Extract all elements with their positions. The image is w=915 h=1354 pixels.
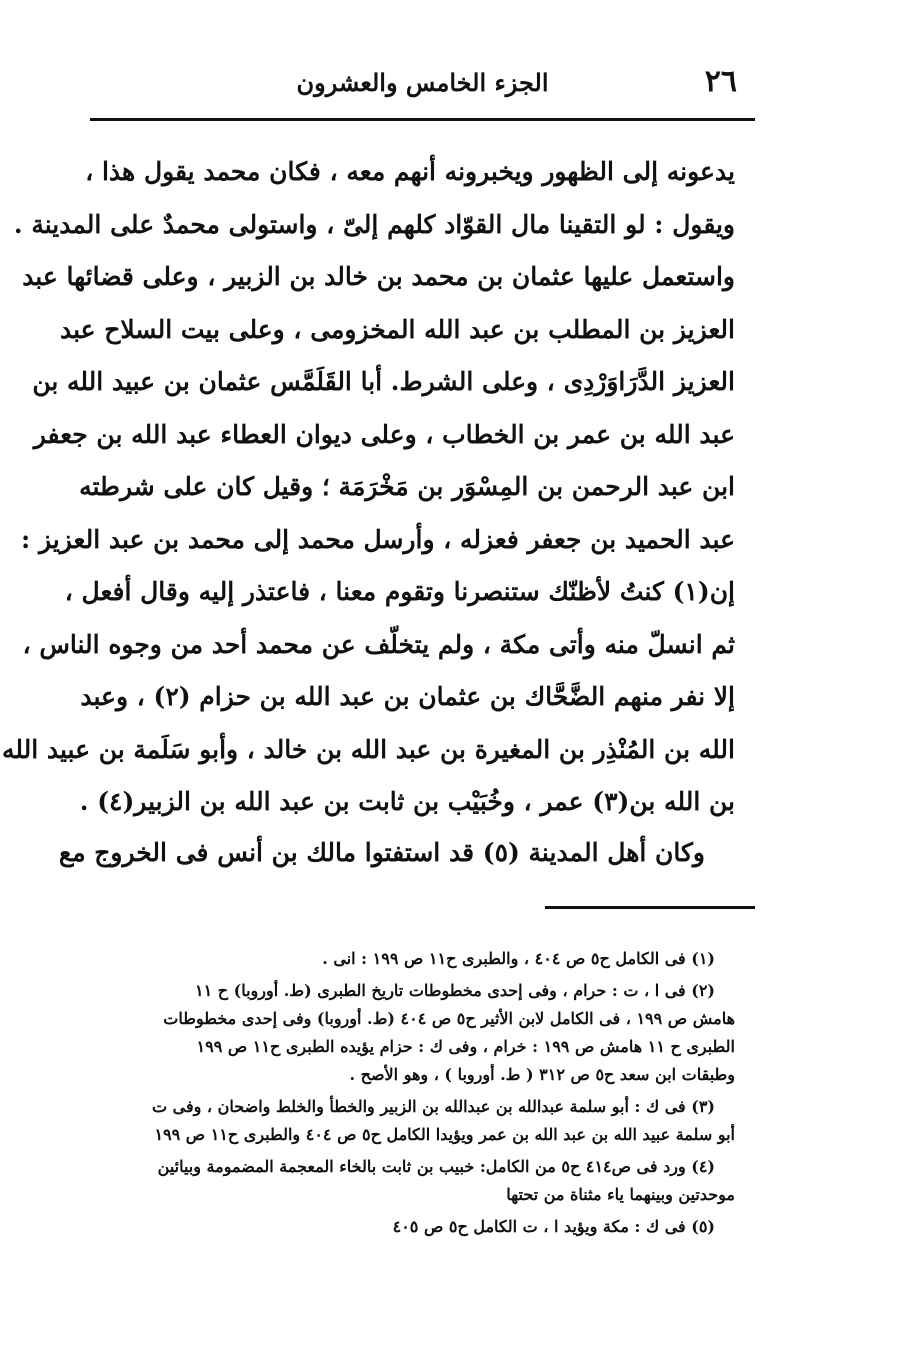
footnote-2 <box>90 977 735 1089</box>
footnote-line: الطبرى ح ١١ هامش ص ١٩٩ : خرام ، وفى ك : حزام يؤيده الطبرى ح١١ ص ١٩٩ <box>196 1037 735 1056</box>
page-header <box>90 60 755 110</box>
text-line: الله بن المُنْذِر بن المغيرة بن عبد الله بن خالد ، وأبو سَلَمة بن عبيد الله <box>1 734 735 764</box>
text-line: إلا نفر منهم الضَّحَّاك بن عثمان بن عبد الله بن حزام (٢) ، وعبد <box>80 682 735 711</box>
text-line: العزيز بن المطلب بن عبد الله المخزومى ، وعلى بيت السلاح عبد <box>59 314 735 344</box>
footnote-line: (٢) فى ا ، ت : حرام ، وفى إحدى مخطوطات تاريخ الطبرى (ط. أوروبا) ح ١١ <box>194 981 715 1000</box>
text-line: يدعونه إلى الظهور ويخبرونه أنهم معه ، فكان محمد يقول هذا ، <box>85 157 735 186</box>
footnote-5 <box>90 1213 735 1241</box>
text-line: بن الله بن(٣) عمر ، وخُبَيْب بن ثابت بن عبد الله بن الزبير(٤) . <box>79 787 735 816</box>
text-line: ويقول : لو التقينا مال القوّاد كلهم إلىّ ، واستولى محمدٌ على المدينة . <box>13 209 735 239</box>
text-line: عبد الحميد بن جعفر فعزله ، وأرسل محمد إلى محمد بن عبد العزيز : <box>21 524 735 554</box>
header-rule <box>90 118 755 121</box>
text-line: العزيز الدَّرَاوَرْدِى ، وعلى الشرط. أبا القَلَمَّس عثمان بن عبيد الله بن <box>32 367 735 396</box>
footnote-line: (٥) فى ك : مكة ويؤيد ا ، ت الكامل ح٥ ص ٤٠٥ <box>392 1217 715 1236</box>
footnote-line: (٤) ورد فى ص٤١٤ ح٥ من الكامل: خبيب بن ثابت بالخاء المعجمة المضمومة وبيائين <box>157 1157 715 1176</box>
text-line: عبد الله بن عمر بن الخطاب ، وعلى ديوان العطاء عبد الله بن جعفر <box>33 419 735 449</box>
footnote-line: (٣) فى ك : أبو سلمة عبدالله بن عبدالله بن الزبير والخطأ والخلط واضحان ، وفى ت <box>152 1097 715 1116</box>
footnote-1 <box>90 945 735 973</box>
main-text <box>1 146 735 829</box>
footnote-line: هامش ص ١٩٩ ، فى الكامل لابن الأثير ح٥ ص ٤٠٤ (ط. أوروبا) وفى إحدى مخطوطات <box>163 1009 735 1028</box>
footnote-line: أبو سلمة عبيد الله بن عبد الله بن عمر ويؤيدا الكامل ح٥ ص ٤٠٤ والطبرى ح١١ ص ١٩٩ <box>154 1125 735 1144</box>
footnote-3 <box>90 1093 735 1149</box>
footnotes <box>90 945 735 1241</box>
text-line: ابن عبد الرحمن بن المِسْوَر بن مَخْرَمَة ؛ وقيل كان على شرطته <box>79 472 735 501</box>
footnote-4 <box>90 1153 735 1209</box>
footnote-line: وطبقات ابن سعد ح٥ ص ٣١٢ ( ط. أوروبا ) ، وهو الأصح . <box>349 1065 735 1084</box>
footnote-line: موحدتين وبينهما ياء مثناة من تحتها <box>506 1185 735 1204</box>
text-line: إن(١) كنتُ لأظنّك ستنصرنا وتقوم معنا ، فاعتذر إليه وقال أفعل ، <box>64 577 735 606</box>
paragraph-start-line: وكان أهل المدينة (٥) قد استفتوا مالك بن أنس فى الخروج مع <box>58 838 705 867</box>
footnote-separator <box>545 906 755 909</box>
page-number: ٢٦ <box>704 64 737 99</box>
text-line: واستعمل عليها عثمان بن محمد بن خالد بن الزبير ، وعلى قضائها عبد <box>22 262 735 291</box>
text-line: ثم انسلّ منه وأتى مكة ، ولم يتخلّف عن محمد أحد من وجوه الناس ، <box>22 629 735 659</box>
running-title: الجزء الخامس والعشرون <box>296 68 549 97</box>
footnote-line: (١) فى الكامل ح٥ ص ٤٠٤ ، والطبرى ح١١ ص ١٩٩ : انى . <box>322 949 715 968</box>
